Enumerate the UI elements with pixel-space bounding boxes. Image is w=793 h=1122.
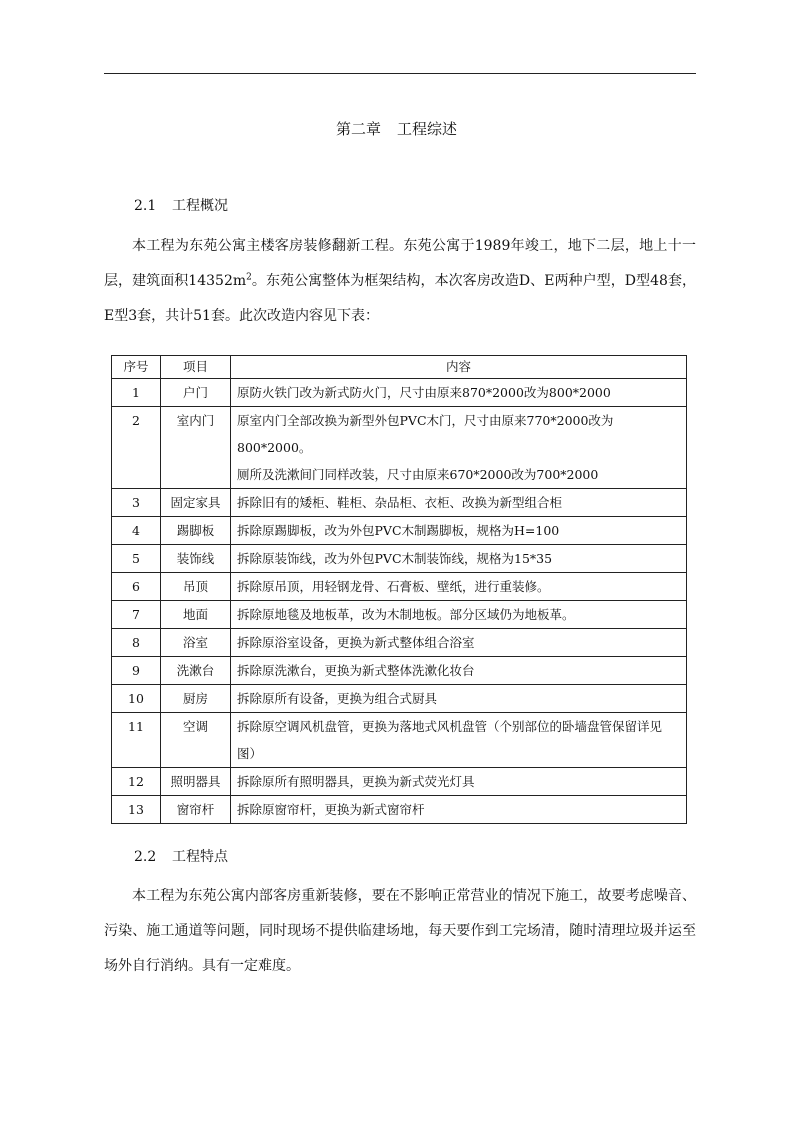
features-paragraph	[104, 879, 696, 984]
row-item: 室内门	[161, 407, 231, 489]
content-line: 拆除原浴室设备，更换为新式整体组合浴室	[237, 635, 475, 650]
row-content	[231, 629, 687, 657]
row-item: 照明器具	[161, 768, 231, 796]
header-no: 序号	[112, 356, 161, 379]
row-item: 洗漱台	[161, 657, 231, 685]
row-content	[231, 573, 687, 601]
row-content	[231, 657, 687, 685]
content-line: 拆除原所有设备，更换为组合式厨具	[237, 691, 438, 706]
section-number: 2.2	[134, 849, 157, 865]
row-item: 厨房	[161, 685, 231, 713]
row-content	[231, 545, 687, 573]
table-row	[112, 768, 687, 796]
table-row	[112, 407, 687, 489]
row-number: 13	[112, 796, 161, 824]
section-heading-overview	[134, 195, 228, 215]
row-item: 浴室	[161, 629, 231, 657]
table-row	[112, 629, 687, 657]
content-line: 原防火铁门改为新式防火门，尺寸由原来870*2000改为800*2000	[237, 385, 611, 400]
content-line: 拆除原窗帘杆，更换为新式窗帘杆	[237, 802, 425, 817]
row-number: 10	[112, 685, 161, 713]
table-row	[112, 601, 687, 629]
row-item: 空调	[161, 713, 231, 768]
table-header-row	[112, 356, 687, 379]
row-item: 窗帘杆	[161, 796, 231, 824]
table-row	[112, 796, 687, 824]
content-line: 拆除原洗漱台，更换为新式整体洗漱化妆台	[237, 663, 475, 678]
section-number: 2.1	[134, 198, 157, 214]
row-number: 3	[112, 489, 161, 517]
content-line: 拆除旧有的矮柜、鞋柜、杂品柜、衣柜、改换为新型组合柜	[237, 495, 563, 510]
row-number: 9	[112, 657, 161, 685]
row-content	[231, 796, 687, 824]
chapter-number: 第二章	[335, 120, 381, 138]
section-title: 工程概况	[172, 198, 228, 214]
section-title: 工程特点	[172, 849, 228, 865]
content-line: 拆除原吊顶，用轻钢龙骨、石膏板、壁纸，进行重装修。	[237, 579, 550, 594]
chapter-title: 工程综述	[397, 120, 458, 138]
row-item: 装饰线	[161, 545, 231, 573]
table-row	[112, 713, 687, 768]
row-content	[231, 601, 687, 629]
row-content	[231, 517, 687, 545]
area-unit-superscript: 2	[246, 272, 252, 283]
row-number: 4	[112, 517, 161, 545]
intro-text-1: 本工程为东苑公寓主楼客房装修翻新工程。东苑公寓于1989年竣工，地下二层，地上十一层，建筑面积14352m	[104, 238, 696, 289]
content-line: 拆除原所有照明器具，更换为新式荧光灯具	[237, 774, 475, 789]
row-number: 6	[112, 573, 161, 601]
row-item: 地面	[161, 601, 231, 629]
content-line: 拆除原地毯及地板革，改为木制地板。部分区域仍为地板革。	[237, 607, 575, 622]
header-item: 项目	[161, 356, 231, 379]
row-content	[231, 713, 687, 768]
content-line: 原室内门全部改换为新型外包PVC木门，尺寸由原来770*2000改为800*2000。	[237, 413, 614, 455]
row-number: 12	[112, 768, 161, 796]
row-content	[231, 768, 687, 796]
renovation-table	[111, 355, 687, 824]
row-content	[231, 407, 687, 489]
row-item: 户门	[161, 379, 231, 407]
header-rule	[104, 73, 696, 74]
row-content	[231, 489, 687, 517]
chapter-heading	[0, 118, 793, 139]
content-line: 拆除原空调风机盘管，更换为落地式风机盘管（个别部位的卧墙盘管保留详见图）	[237, 719, 663, 761]
section-heading-features	[134, 846, 228, 866]
row-number: 2	[112, 407, 161, 489]
row-number: 7	[112, 601, 161, 629]
table-row	[112, 517, 687, 545]
table-row	[112, 573, 687, 601]
table-row	[112, 545, 687, 573]
table-row	[112, 685, 687, 713]
row-number: 8	[112, 629, 161, 657]
header-content: 内容	[231, 356, 687, 379]
content-line: 拆除原踢脚板，改为外包PVC木制踢脚板，规格为H=100	[237, 523, 560, 538]
content-line: 拆除原装饰线，改为外包PVC木制装饰线，规格为15*35	[237, 551, 553, 566]
row-number: 11	[112, 713, 161, 768]
content-line: 厕所及洗漱间门同样改装，尺寸由原来670*2000改为700*2000	[237, 467, 599, 482]
table-row	[112, 489, 687, 517]
intro-text-2: 。东苑公寓整体为框架结构，本次客房改造D、E两种户型，D型48套，E型3套，共计51套。此次改造内容见下表：	[104, 273, 696, 324]
row-item: 踢脚板	[161, 517, 231, 545]
intro-paragraph	[104, 229, 696, 334]
row-number: 1	[112, 379, 161, 407]
row-number: 5	[112, 545, 161, 573]
table-row	[112, 379, 687, 407]
row-item: 吊顶	[161, 573, 231, 601]
row-content	[231, 379, 687, 407]
features-text: 本工程为东苑公寓内部客房重新装修，要在不影响正常营业的情况下施工，故要考虑噪音、污染、施工通道等问题，同时现场不提供临建场地，每天要作到工完场清，随时清理垃圾并运至场外自行消纳。具有一定难度。	[104, 888, 696, 974]
table-row	[112, 657, 687, 685]
row-item: 固定家具	[161, 489, 231, 517]
row-content	[231, 685, 687, 713]
